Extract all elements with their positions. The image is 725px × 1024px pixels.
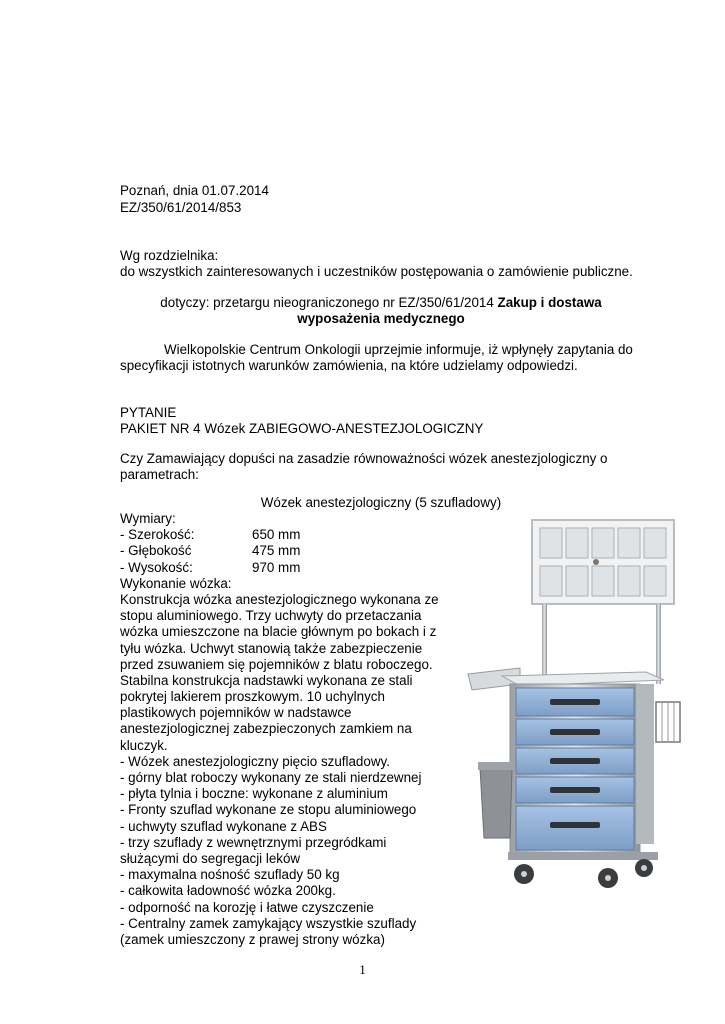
- dim-value: 650 mm: [252, 527, 301, 543]
- spec-line: wózka umieszczone na blacie głównym po bokach i z: [120, 624, 437, 640]
- spec-line: kluczyk.: [120, 737, 168, 753]
- spec-line: - Centralny zamek zamykający wszystkie szuflady: [120, 915, 417, 931]
- subject-prefix: dotyczy: przetargu nieograniczonego nr EZ/350/61/2014: [160, 295, 498, 310]
- recipients-label: Wg rozdzielnika:: [120, 248, 219, 263]
- spec-line: Stabilna konstrukcja nadstawki wykonana ze stali: [120, 672, 413, 688]
- spec-line: Wykonanie wózka:: [120, 575, 232, 591]
- dim-label: - Wysokość:: [120, 559, 193, 575]
- dim-value: 475 mm: [252, 543, 301, 559]
- dims-heading: Wymiary:: [120, 511, 176, 526]
- page-number: 1: [359, 962, 366, 977]
- reference-number: EZ/350/61/2014/853: [120, 200, 242, 215]
- subject-line: [0, 295, 725, 311]
- spec-line: - uchwyty szuflad wykonane z ABS: [120, 818, 327, 834]
- spec-line: - płyta tylnia i boczne: wykonane z aluminium: [120, 786, 388, 802]
- spec-line: przed zsuwaniem się pojemników z blatu roboczego.: [120, 656, 433, 672]
- spec-line: - całkowita ładowność wózka 200kg.: [120, 883, 336, 899]
- spec-line: stopu aluminiowego. Trzy uchwyty do przetaczania: [120, 608, 422, 624]
- spec-line: anestezjologicznej zabezpieczonych zamkiem na: [120, 721, 412, 737]
- question-label: PYTANIE: [120, 405, 177, 420]
- spec-line: - Wózek anestezjologiczny pięcio szufladowy.: [120, 753, 390, 769]
- spec-line: - Fronty szuflad wykonane ze stopu aluminiowego: [120, 802, 417, 818]
- spec-line: tyłu wózka. Uchwyt stanowią także zabezpieczenie: [120, 640, 423, 656]
- spec-line: służącymi do segregacji leków: [120, 850, 301, 866]
- place-date: Poznań, dnia 01.07.2014: [120, 183, 269, 198]
- spec-list: [120, 511, 450, 948]
- dim-row: [120, 560, 450, 576]
- question-line-2: parametrach:: [120, 467, 199, 482]
- subject-line-2: wyposażenia medycznego: [297, 311, 465, 326]
- package-title: PAKIET NR 4 Wózek ZABIEGOWO-ANESTEZJOLOGICZNY: [120, 421, 484, 436]
- spec-line: - maxymalna nośność szuflady 50 kg: [120, 867, 340, 883]
- intro-line-2: specyfikacji istotnych warunków zamówienia, na które udzielamy odpowiedzi.: [120, 358, 578, 373]
- dim-row: [120, 543, 450, 559]
- product-title: Wózek anestezjologiczny (5 szufladowy): [260, 495, 502, 510]
- spec-line: - odporność na korozję i łatwe czyszczenie: [120, 899, 374, 915]
- spec-line: (zamek umieszczony z prawej strony wózka): [120, 931, 385, 947]
- question-line-1: Czy Zamawiający dopuści na zasadzie równoważności wózek anestezjologiczny o: [120, 451, 608, 466]
- spec-line: plastikowych pojemników w nadstawce: [120, 705, 352, 721]
- dim-value: 970 mm: [252, 559, 301, 575]
- spec-line: - trzy szuflady z wewnętrznymi przegródkami: [120, 834, 387, 850]
- dim-row: [120, 527, 450, 543]
- spec-line: - górny blat roboczy wykonany ze stali nierdzewnej: [120, 770, 422, 785]
- trolley-image: [458, 516, 688, 896]
- subject-bold-1: Zakup i dostawa: [497, 295, 602, 310]
- recipients-text: do wszystkich zainteresowanych i uczestników postępowania o zamówienie publiczne.: [120, 264, 633, 279]
- intro-line-1: Wielkopolskie Centrum Onkologii uprzejmie informuje, iż wpłynęły zapytania do: [164, 342, 633, 357]
- spec-line: pokrytej lakierem proszkowym. 10 uchylnych: [120, 689, 385, 705]
- dim-label: - Głębokość: [120, 543, 192, 559]
- spec-line: Konstrukcja wózka anestezjologicznego wykonana ze: [120, 591, 439, 607]
- dim-label: - Szerokość:: [120, 527, 195, 543]
